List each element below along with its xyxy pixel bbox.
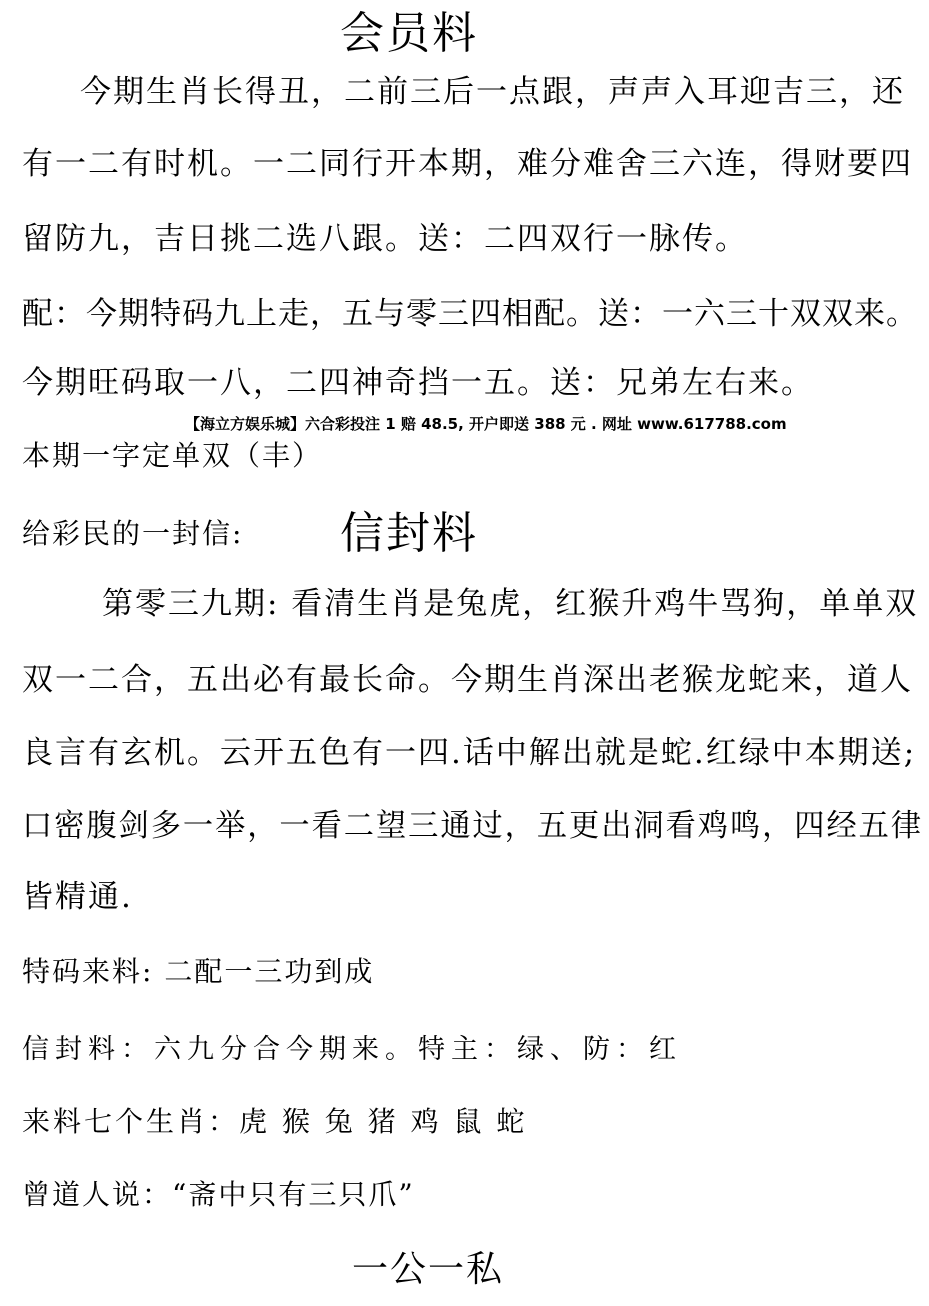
letter-line-4: 口密腹剑多一举，一看二望三通过，五更出洞看鸡鸣，四经五律: [22, 808, 923, 844]
single-double-line: 本期一字定单双（丰）: [22, 439, 323, 472]
letter-label: 给彩民的一封信:: [22, 517, 244, 550]
letter-line-1: 第零三九期: 看清生肖是兔虎，红猴升鸡牛骂狗，单单双: [102, 586, 919, 622]
letter-section-title: 信封料: [340, 508, 478, 559]
member-line-3: 留防九，吉日挑二选八跟。送：二四双行一脉传。: [22, 221, 748, 257]
envelope-note-line: 信封料：六九分合今期来。特主：绿、防：红: [22, 1034, 682, 1065]
letter-line-2: 双一二合，五出必有最长命。今期生肖深出老猴龙蛇来，道人: [22, 662, 913, 698]
seven-zodiacs-line: 来料七个生肖：虎 猴 兔 猪 鸡 鼠 蛇: [22, 1105, 528, 1138]
member-line-4: 配：今期特码九上走，五与零三四相配。送：一六三十双双来。: [22, 296, 918, 332]
letter-line-5: 皆精通.: [22, 879, 133, 915]
member-line-1: 今期生肖长得丑，二前三后一点跟，声声入耳迎吉三，还: [80, 74, 905, 110]
ad-banner: 【海立方娱乐城】六合彩投注 1 赔 48.5, 开户即送 388 元 . 网址 www.617788.com: [185, 415, 787, 433]
taoist-saying-line: 曾道人说：“斋中只有三只爪”: [22, 1178, 415, 1211]
member-line-5: 今期旺码取一八，二四神奇挡一五。送：兄弟左右来。: [22, 365, 814, 401]
member-section-title: 会员料: [340, 8, 478, 59]
letter-line-3: 良言有玄机。云开五色有一四.话中解出就是蛇.红绿中本期送;: [22, 735, 917, 771]
member-line-2: 有一二有时机。一二同行开本期，难分难舍三六连，得财要四: [22, 146, 913, 182]
special-code-line: 特码来料: 二配一三功到成: [22, 955, 375, 988]
footer-title: 一公一私: [352, 1249, 505, 1290]
